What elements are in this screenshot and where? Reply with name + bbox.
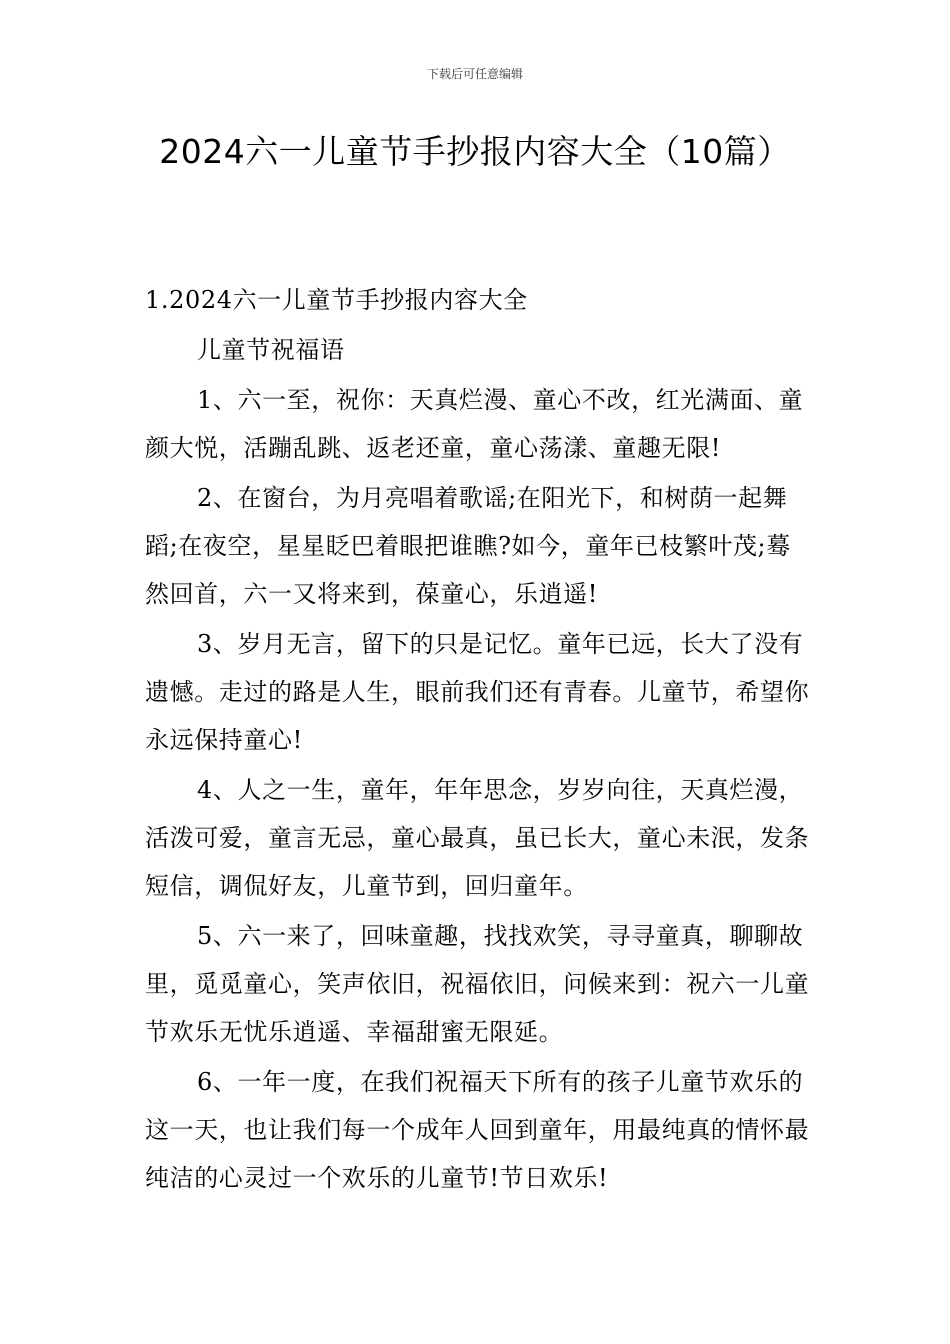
section-title: 1.2024六一儿童节手抄报内容大全 (145, 286, 528, 314)
document-title: 2024六一儿童节手抄报内容大全（10篇） (159, 132, 791, 171)
paragraph-2: 2、在窗台，为月亮唱着歌谣;在阳光下，和树荫一起舞蹈;在夜空，星星眨巴着眼把谁瞧?如今，童年已枝繁叶茂;蓦然回首，六一又将来到，葆童心，乐逍遥! (145, 484, 791, 608)
paragraph-1: 1、六一至，祝你：天真烂漫、童心不改，红光满面、童颜大悦，活蹦乱跳、返老还童，童心荡漾、童趣无限! (145, 386, 804, 462)
paragraph-5: 5、六一来了，回味童趣，找找欢笑，寻寻童真，聊聊故里，觅觅童心，笑声依旧，祝福依旧，问候来到：祝六一儿童节欢乐无忧乐逍遥、幸福甜蜜无限延。 (145, 922, 810, 1046)
paragraph-4: 4、人之一生，童年，年年思念，岁岁向往，天真烂漫，活泼可爱，童言无忌，童心最真，虽已长大，童心未泯，发条短信，调侃好友，儿童节到，回归童年。 (145, 776, 810, 900)
paragraph-3: 3、岁月无言，留下的只是记忆。童年已远，长大了没有遗憾。走过的路是人生，眼前我们还有青春。儿童节，希望你永远保持童心! (145, 630, 810, 754)
paragraph-6: 6、一年一度，在我们祝福天下所有的孩子儿童节欢乐的这一天，也让我们每一个成年人回到童年，用最纯真的情怀最纯洁的心灵过一个欢乐的儿童节!节日欢乐! (145, 1068, 810, 1192)
header-note: 下载后可任意编辑 (426, 67, 523, 81)
document-body (145, 276, 815, 1204)
subheading: 儿童节祝福语 (197, 336, 345, 364)
